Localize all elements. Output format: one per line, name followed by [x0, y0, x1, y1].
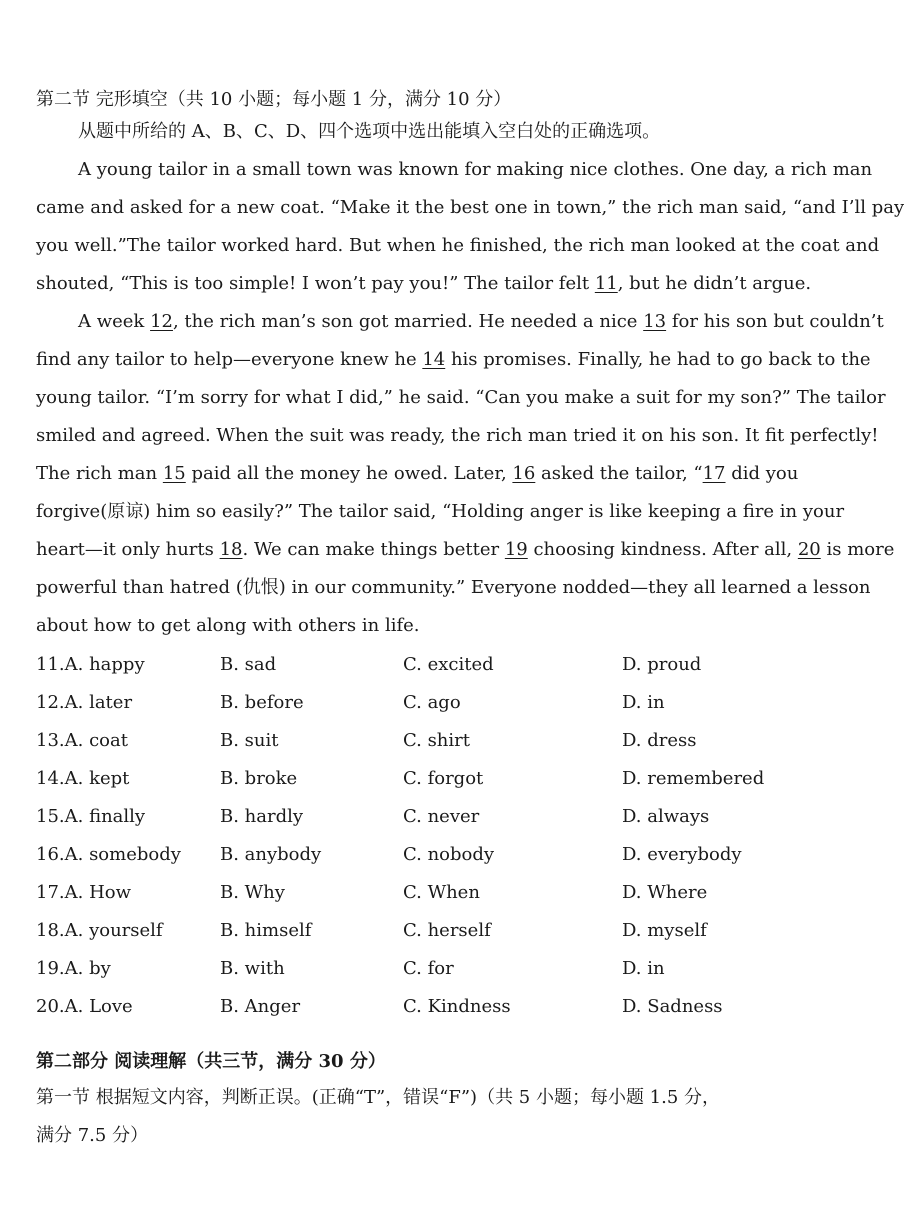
part2-subtitle-cont: 满分 7.5 分） [36, 1125, 149, 1146]
part2-subtitle: 第一节 根据短文内容，判断正误。(正确“T”，错误“F”)（共 5 小题；每小题 1.5 分， [36, 1087, 721, 1108]
question-row [36, 691, 820, 715]
option-d: D. dress [622, 730, 697, 751]
option-d: D. myself [622, 920, 707, 941]
option-d: D. remembered [622, 768, 765, 789]
passage-line: came and asked for a new coat. “Make it the best one in town,” the rich man said, “and I’ll pay [36, 197, 904, 218]
text-span: A week [78, 311, 151, 332]
text-span: choosing kindness. After all, [527, 539, 798, 560]
question-row [36, 919, 820, 943]
option-a: 12.A. later [36, 692, 133, 713]
option-c: C. ago [403, 692, 461, 713]
option-a: 20.A. Love [36, 996, 133, 1017]
blank-19: 19 [504, 539, 528, 560]
option-a: 19.A. by [36, 958, 111, 979]
option-a: 15.A. finally [36, 806, 146, 827]
text-span: is more [820, 539, 895, 560]
text-span: for his son but couldn’t [666, 311, 884, 332]
blank-15: 15 [162, 463, 186, 484]
option-d: D. everybody [622, 844, 742, 865]
text-span: find any tailor to help—everyone knew he [36, 349, 423, 370]
text-span: , but he didn’t argue. [617, 273, 812, 294]
instruction: 从题中所给的 A、B、C、D、四个选项中选出能填入空白处的正确选项。 [78, 121, 661, 142]
question-row [36, 995, 820, 1019]
option-c: C. forgot [403, 768, 484, 789]
passage-line [36, 462, 820, 486]
option-a: 17.A. How [36, 882, 132, 903]
text-span: shouted, “This is too simple! I won’t pay you!” The tailor felt [36, 273, 595, 294]
option-b: B. sad [220, 654, 277, 675]
option-c: C. When [403, 882, 480, 903]
option-a: 13.A. coat [36, 730, 128, 751]
option-b: B. broke [220, 768, 298, 789]
option-b: B. with [220, 958, 285, 979]
text-span: asked the tailor, “ [535, 463, 703, 484]
text-span: heart—it only hurts [36, 539, 220, 560]
passage-line: forgive(原谅) him so easily?” The tailor said, “Holding anger is like keeping a fire in your [36, 501, 845, 522]
option-d: D. always [622, 806, 710, 827]
option-b: B. himself [220, 920, 312, 941]
question-row [36, 957, 820, 981]
question-row [36, 881, 820, 905]
blank-16: 16 [512, 463, 536, 484]
passage-line: you well.”The tailor worked hard. But when he finished, the rich man looked at the coat and [36, 235, 880, 256]
option-c: C. herself [403, 920, 491, 941]
blank-13: 13 [643, 311, 667, 332]
text-span: paid all the money he owed. Later, [185, 463, 513, 484]
blank-17: 17 [702, 463, 726, 484]
passage-line [36, 348, 871, 372]
option-b: B. Why [220, 882, 285, 903]
option-c: C. shirt [403, 730, 470, 751]
option-c: C. never [403, 806, 480, 827]
question-row [36, 843, 820, 867]
text-span: The rich man [36, 463, 163, 484]
option-c: C. excited [403, 654, 494, 675]
option-a: 11.A. happy [36, 654, 145, 675]
option-a: 16.A. somebody [36, 844, 181, 865]
option-c: C. nobody [403, 844, 495, 865]
option-a: 18.A. yourself [36, 920, 163, 941]
option-d: D. in [622, 958, 665, 979]
part2-title: 第二部分 阅读理解（共三节，满分 30 分） [36, 1051, 386, 1072]
option-d: D. in [622, 692, 665, 713]
option-b: B. anybody [220, 844, 322, 865]
option-b: B. hardly [220, 806, 304, 827]
blank-11: 11 [594, 273, 618, 294]
passage-line [78, 310, 884, 334]
passage-line: A young tailor in a small town was known for making nice clothes. One day, a rich man [78, 159, 873, 180]
option-d: D. proud [622, 654, 702, 675]
passage-line: young tailor. “I’m sorry for what I did,” he said. “Can you make a suit for my son?” The tailor [36, 387, 886, 408]
blank-12: 12 [150, 311, 173, 332]
passage-line: powerful than hatred (仇恨) in our community.” Everyone nodded—they all learned a lesson [36, 577, 871, 598]
passage-line: smiled and agreed. When the suit was ready, the rich man tried it on his son. It fit perfectly! [36, 425, 879, 446]
option-d: D. Where [622, 882, 708, 903]
text-span: did you [725, 463, 799, 484]
passage-line [36, 272, 820, 296]
option-b: B. Anger [220, 996, 301, 1017]
text-span: . We can make things better [242, 539, 505, 560]
option-a: 14.A. kept [36, 768, 130, 789]
option-c: C. for [403, 958, 454, 979]
question-row [36, 805, 820, 829]
blank-14: 14 [422, 349, 446, 370]
option-b: B. before [220, 692, 304, 713]
option-b: B. suit [220, 730, 279, 751]
blank-20: 20 [797, 539, 821, 560]
passage-line: about how to get along with others in life. [36, 615, 420, 636]
question-row [36, 653, 820, 677]
text-span: his promises. Finally, he had to go back to the [445, 349, 871, 370]
blank-18: 18 [219, 539, 243, 560]
question-row [36, 729, 820, 753]
option-d: D. Sadness [622, 996, 723, 1017]
option-c: C. Kindness [403, 996, 511, 1017]
passage-line [36, 538, 895, 562]
section-title: 第二节 完形填空（共 10 小题；每小题 1 分，满分 10 分） [36, 89, 512, 110]
text-span: , the rich man’s son got married. He needed a nice [172, 311, 644, 332]
question-row [36, 767, 820, 791]
